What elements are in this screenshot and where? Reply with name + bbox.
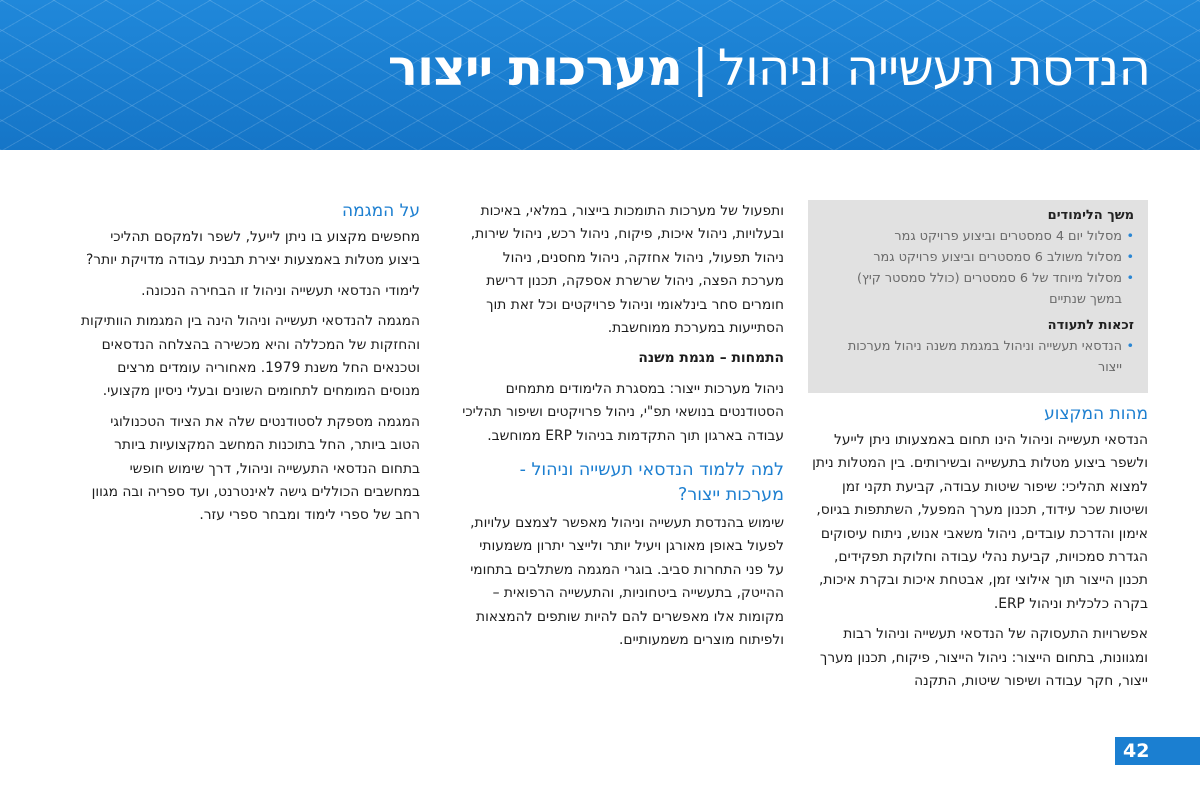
about-paragraph-1: מחפשים מקצוע בו ניתן לייעל, לשפר ולמקסם תהליכי ביצוע מטלות באמצעות יצירת תבנית עבודה מדויקת יותר? xyxy=(85,229,420,269)
why-study-paragraph: שימוש בהנדסת תעשייה וניהול מאפשר לצמצם עלויות, לפעול באופן מאורגן ויעיל יותר ולייצר יתרון משמעותי על פני התחרות סביב. בוגרי המגמה משתלבים בתחומי ההייטק, בתעשייה ביטחוניות, והתעשייה הרפואית – מקומות אלו מאפשרים להם להיות שותפים להמצאות ולפיתוח מוצרים משמעותיים. xyxy=(470,515,784,649)
page-number: 42 xyxy=(1115,737,1200,765)
about-paragraph-3: המגמה להנדסאי תעשייה וניהול הינה בין המגמות הוותיקות והחזקות של המכללה והיא מכשירה בהצלחה הנדסאים וטכנאים החל משנת 1979. מאחוריה עומדים מרצים מנוסים המומחים לתחומים השונים ובעלי ניסיון מקצועי. xyxy=(80,313,420,400)
certificate-heading: זכאות לתעודה xyxy=(1047,318,1134,333)
page-title xyxy=(388,28,1150,108)
certificate-item: • הנדסאי תעשייה וניהול במגמת משנה ניהול מערכות ייצור xyxy=(822,336,1134,378)
title-separator: | xyxy=(691,39,708,97)
left-column xyxy=(80,200,420,535)
duration-heading: משך הלימודים xyxy=(1047,208,1134,223)
study-info-box xyxy=(808,200,1148,393)
right-column xyxy=(808,200,1148,700)
continued-paragraph: ותפעול של מערכות התומכות בייצור, במלאי, באיכות ובעלויות, ניהול איכות, פיקוח, ניהול רכש, ניהול שירות, ניהול תפעול, ניהול אחזקה, ניהול מחסנים, ניהול מערכת הפצה, ניהול שרשרת אספקה, תכנון דרישת חומרים סחר בינלאומי וניהול פרויקטים וכל זאת תוך הסתייעות במערכת ממוחשבת. xyxy=(470,203,784,337)
duration-list xyxy=(822,226,1134,310)
header-banner xyxy=(0,0,1200,150)
duration-item: • מסלול יום 4 סמסטרים וביצוע פרויקט גמר xyxy=(822,226,1134,247)
why-study-heading: למה ללמוד הנדסאי תעשייה וניהול - מערכות ייצור? xyxy=(519,460,784,506)
duration-item: • מסלול משולב 6 סמסטרים וביצוע פרויקט גמר xyxy=(822,247,1134,268)
about-paragraph-2: לימודי הנדסאי תעשייה וניהול זו הבחירה הנכונה. xyxy=(141,282,420,299)
duration-item: • מסלול מיוחד של 6 סמסטרים (כולל סמסטר קיץ) במשך שנתיים xyxy=(822,268,1134,310)
profession-paragraph: הנדסאי תעשייה וניהול הינו תחום באמצעותו ניתן לייעל ולשפר ביצוע מטלות בתעשייה ובשירותים. בין המטלות ניתן למצוא תהליכי: שיפור שיטות עבודה, קביעת תקני זמן ושיטות שכר עידוד, תכנון מערך המפעל, השתתפות בגיוס, אימון והדרכת עובדים, ניהול משאבי אנוש, ניתוח עיסוקים הגדרת סמכויות, קביעת נהלי עבודה וחלוקת תפקידים, תכנון הייצור תוך אילוצי זמן, אבטחת איכות ובקרת איכות, בקרה כלכלית וניהול ERP. xyxy=(812,432,1148,612)
middle-column xyxy=(462,200,784,660)
about-paragraph-4: המגמה מספקת לסטודנטים שלה את הציוד הטכנולוגי הטוב ביותר, החל בתוכנות המחשב המקצועיות ביותר בתחום הנדסאי התעשייה וניהול, דרך שימוש חופשי במחשבים הכוללים גישה לאינטרנט, ועד ספריה ובה מגוון רחב של ספרי לימוד ומבחר ספרי עזר. xyxy=(91,413,420,524)
title-main: הנדסת תעשייה וניהול xyxy=(717,39,1150,97)
specialization-heading: התמחות – מגמת משנה xyxy=(638,350,784,367)
title-specialization: מערכות ייצור xyxy=(387,39,682,97)
profession-heading: מהות המקצוע xyxy=(1044,404,1148,424)
certificate-list xyxy=(822,336,1134,378)
employment-paragraph: אפשרויות התעסוקה של הנדסאי תעשייה וניהול רבות ומגוונות, בתחום הייצור: ניהול הייצור, פיקוח, תכנון מערך ייצור, חקר עבודה ושיפור שיטות, התקנה xyxy=(819,626,1148,690)
about-heading: על המגמה xyxy=(341,201,420,221)
specialization-paragraph: ניהול מערכות ייצור: במסגרת הלימודים מתמחים הסטודנטים בנושאי תפ"י, ניהול פרויקטים ושיפור תהליכי עבודה בארגון תוך התקדמות בניהול ERP ממוחשב. xyxy=(462,380,784,444)
